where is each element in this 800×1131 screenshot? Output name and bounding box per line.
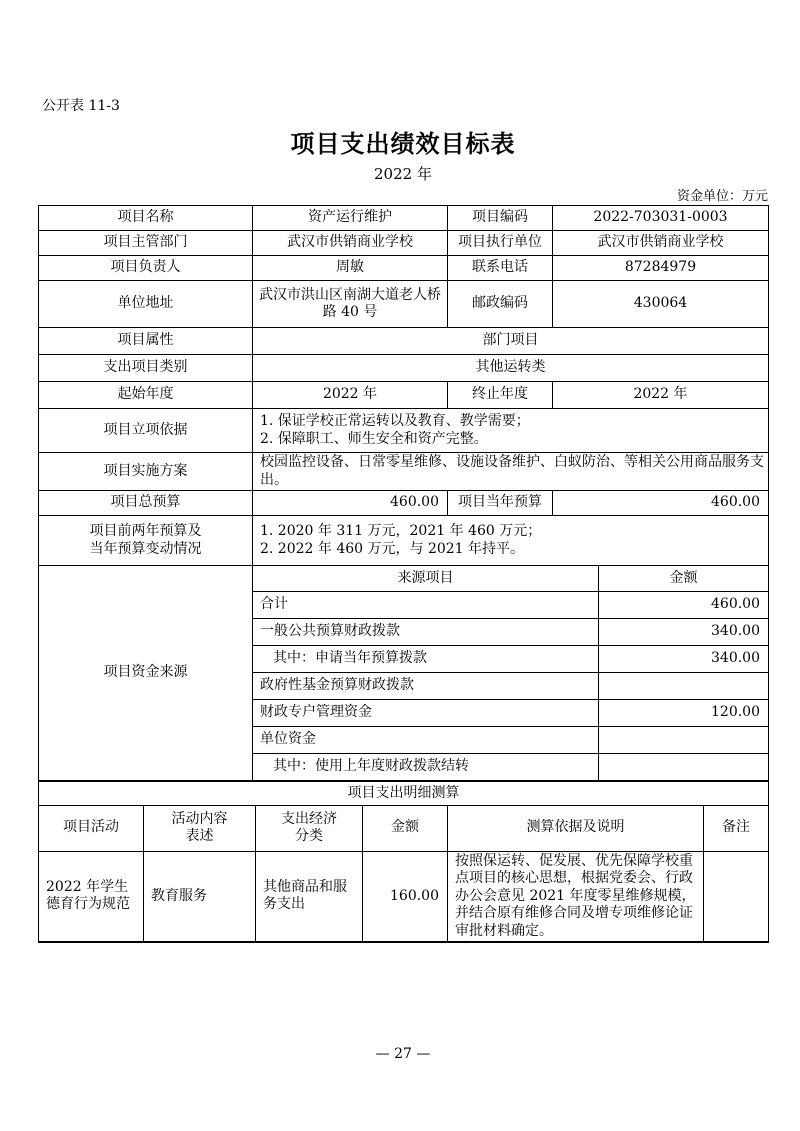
zip-value: 430064 [553,281,769,328]
col-header-activity: 项目活动 [39,805,144,851]
col-header-category-line: 分类 [295,828,323,844]
funding-amount-cell [599,673,769,700]
funding-amount-cell: 460.00 [599,592,769,619]
previous-budget-label-line: 当年预算变动情况 [89,540,202,557]
basic-info-table [38,205,769,566]
detail-amount-cell: 160.00 [363,851,448,942]
funding-amount-header: 金额 [599,566,769,592]
attribute-value: 部门项目 [253,328,769,355]
total-budget-value: 460.00 [253,491,448,516]
table-row [39,382,769,409]
funding-source-cell: 单位资金 [253,727,599,754]
expense-type-label: 支出项目类别 [39,355,253,382]
funding-amount-cell: 340.00 [599,619,769,646]
detail-basis-cell: 按照保运转、促发展、优先保障学校重点项目的核心思想，根据党委会、行政办公会意见 2021 年度零星维修规模，并结合原有维修合同及增专项维修论证审批材料确定。 [448,851,704,942]
detail-remark-cell [704,851,769,942]
project-code-value: 2022-703031-0003 [553,206,769,231]
end-year-label: 终止年度 [448,382,553,409]
page-number: — 27 — [375,1046,431,1062]
funding-amount-cell: 340.00 [599,646,769,673]
table-row [39,851,769,942]
approval-basis-line: 1. 保证学校正常运转以及教育、教学需要； [260,413,530,429]
exec-unit-label: 项目执行单位 [448,231,553,256]
phone-value: 87284979 [553,256,769,281]
phone-label: 联系电话 [448,256,553,281]
approval-basis-line: 2. 保障职工、师生安全和资产完整。 [260,430,488,447]
detail-activity-cell: 2022 年学生德育行为规范 [39,851,144,942]
address-value: 武汉市洪山区南湖大道老人桥路 40 号 [253,281,448,328]
col-header-remark: 备注 [704,805,769,851]
approval-basis-label: 项目立项依据 [39,409,253,453]
table-row [39,781,769,805]
funding-source-cell: 财政专户管理资金 [253,700,599,727]
previous-budget-line: 1. 2020 年 311 万元，2021 年 460 万元； [260,523,542,539]
approval-basis-value [253,409,769,453]
project-code-label: 项目编码 [448,206,553,231]
tables-container [38,205,768,943]
detail-content-cell: 教育服务 [144,851,256,942]
funding-source-cell: 一般公共预算财政拨款 [253,619,599,646]
funding-source-cell: 合计 [253,592,599,619]
col-header-category-line: 支出经济 [281,810,337,827]
funding-source-cell: 其中：申请当年预算拨款 [253,646,599,673]
funding-amount-cell [599,727,769,754]
col-header-amount: 金额 [363,805,448,851]
implementation-plan-value: 校园监控设备、日常零星维修、设施设备维护、白蚁防治、等相关公用商品服务支出。 [253,453,769,491]
year-budget-value: 460.00 [553,491,769,516]
col-header-category [256,805,363,851]
table-row [39,355,769,382]
project-name-value: 资产运行维护 [253,206,448,231]
table-row [39,256,769,281]
table-row [39,231,769,256]
exec-unit-value: 武汉市供销商业学校 [553,231,769,256]
year-label: 2022 年 [374,165,432,183]
col-header-content-line: 表述 [185,828,214,844]
previous-budget-label [39,516,253,566]
previous-budget-label-line: 项目前两年预算及 [89,523,202,539]
leader-label: 项目负责人 [39,256,253,281]
leader-value: 周敏 [253,256,448,281]
table-row [39,491,769,516]
detail-section-title: 项目支出明细测算 [39,781,769,805]
expense-type-value: 其他运转类 [253,355,769,382]
project-name-label: 项目名称 [39,206,253,231]
address-label: 单位地址 [39,281,253,328]
table-row [39,409,769,453]
funding-source-cell: 其中：使用上年度财政拨款结转 [253,754,599,781]
start-year-value: 2022 年 [253,382,448,409]
table-row [39,328,769,355]
end-year-value: 2022 年 [553,382,769,409]
page-title: 项目支出绩效目标表 [290,130,516,158]
col-header-basis: 测算依据及说明 [448,805,704,851]
previous-budget-value [253,516,769,566]
total-budget-label: 项目总预算 [39,491,253,516]
funding-amount-cell [599,754,769,781]
funding-source-header: 来源项目 [253,566,599,592]
funding-section-label: 项目资金来源 [39,566,253,781]
attribute-label: 项目属性 [39,328,253,355]
table-row [39,453,769,491]
dept-label: 项目主管部门 [39,231,253,256]
previous-budget-line: 2. 2022 年 460 万元，与 2021 年持平。 [260,540,525,557]
table-row [39,805,769,851]
table-row [39,516,769,566]
funding-source-table [38,565,769,781]
dept-value: 武汉市供销商业学校 [253,231,448,256]
expenditure-detail-table [38,780,769,943]
funding-source-cell: 政府性基金预算财政拨款 [253,673,599,700]
col-header-content-line: 活动内容 [171,810,228,827]
form-label: 公开表 11-3 [42,98,120,114]
start-year-label: 起始年度 [39,382,253,409]
implementation-plan-label: 项目实施方案 [39,453,253,491]
year-budget-label: 项目当年预算 [448,491,553,516]
table-row [39,206,769,231]
table-row [39,281,769,328]
funding-amount-cell: 120.00 [599,700,769,727]
detail-category-cell: 其他商品和服务支出 [256,851,363,942]
col-header-content [144,805,256,851]
table-row [39,566,769,592]
unit-note: 资金单位：万元 [676,189,768,204]
zip-label: 邮政编码 [448,281,553,328]
